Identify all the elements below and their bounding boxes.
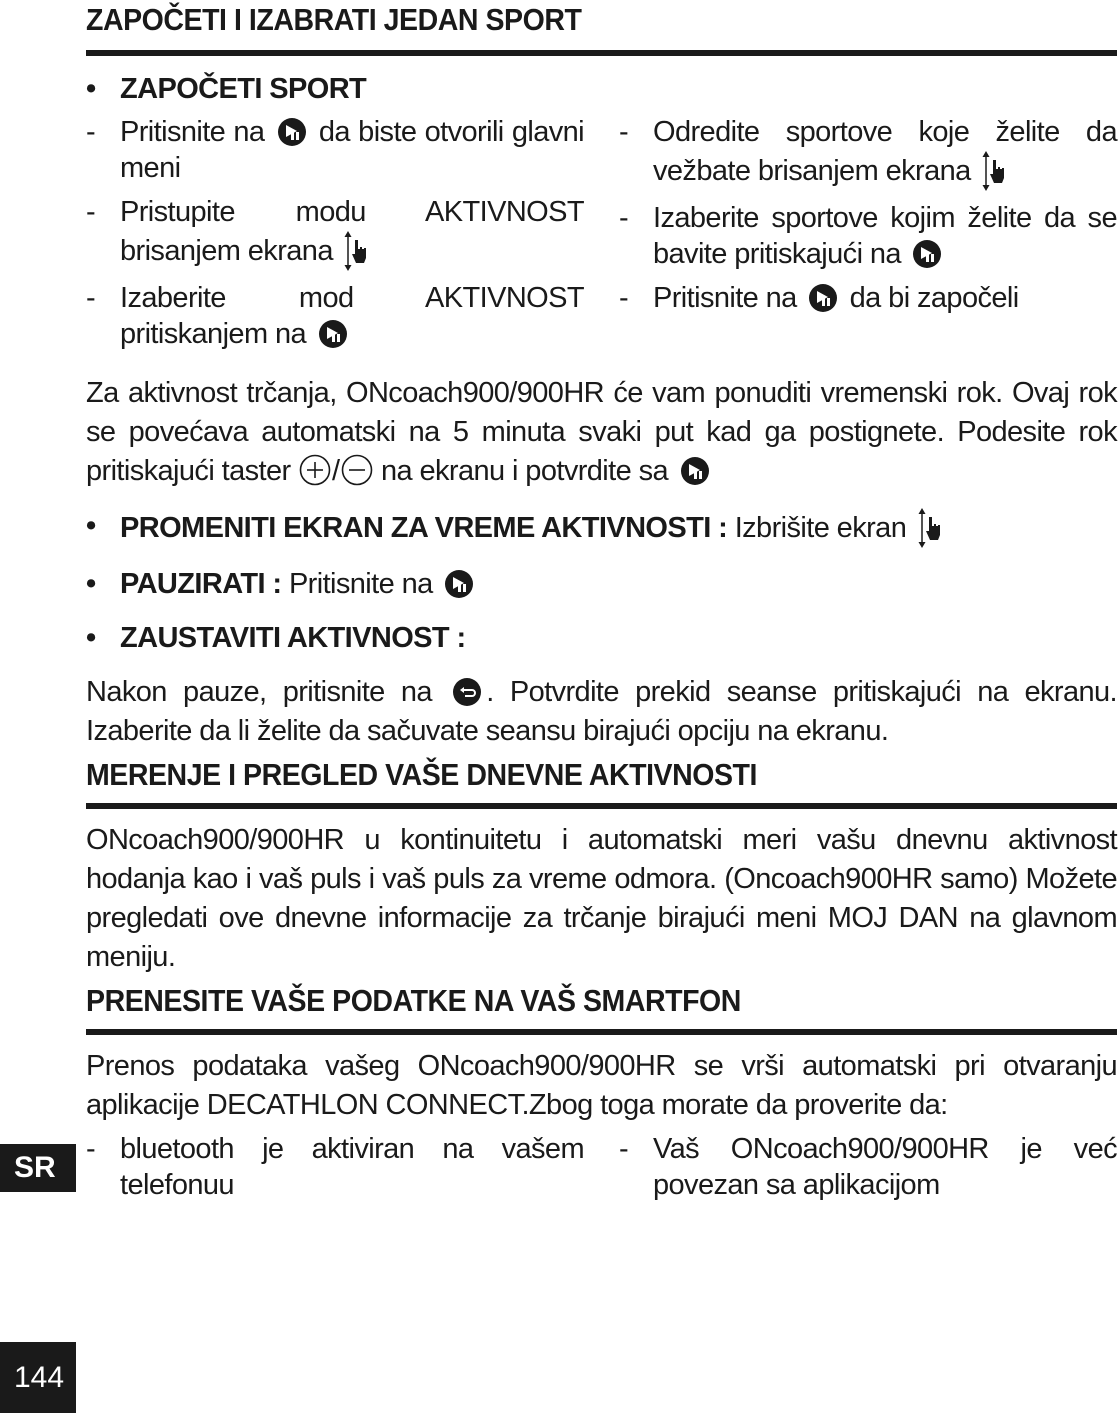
paragraph-text: Nakon pauze, pritisnite na — [86, 676, 432, 708]
language-tab: SR — [0, 1144, 76, 1192]
separator: / — [332, 455, 340, 487]
requirement-bluetooth: - bluetooth je aktiviran na vašem telefonuu — [86, 1131, 584, 1203]
step-pick-sport — [619, 200, 1117, 272]
play-button-icon — [912, 239, 942, 269]
paragraph-running-time — [86, 374, 1117, 491]
play-button-icon — [444, 569, 474, 599]
paragraph-text: Za aktivnost trčanja, ONcoach900/900HR će vam ponuditi vremenski rok. Ovaj rok se povećava automatski na 5 minuta svaki put kad ga postignete. Podesite rok pritiskajući taster — [86, 377, 1117, 487]
requirements-columns — [86, 1131, 1117, 1211]
back-button-icon — [452, 677, 482, 707]
paragraph-after-pause — [86, 673, 1117, 751]
title-rule — [86, 1029, 1117, 1035]
paragraph-text: . Potvrdite prekid seanse pritiskajući na ekranu. Izaberite da li želite da sačuvate seansu birajući opciju na ekranu. — [86, 676, 1117, 747]
step-text: Pristupite modu AKTIVNOST brisanjem ekrana — [120, 196, 584, 267]
swipe-vertical-icon — [982, 150, 1006, 192]
play-button-icon — [680, 456, 710, 486]
step-text: Izaberite mod AKTIVNOST pritiskanjem na — [120, 282, 584, 350]
play-button-icon — [808, 283, 838, 313]
page-number: 144 — [0, 1342, 76, 1413]
swipe-vertical-icon — [918, 507, 942, 549]
bullet-text: Pritisnite na — [288, 568, 433, 600]
play-button-icon — [318, 319, 348, 349]
play-button-icon — [277, 117, 307, 147]
step-access-activity — [86, 194, 584, 272]
step-text: Pritisnite na — [120, 116, 265, 148]
requirement-connected: - Vaš ONcoach900/900HR je već povezan sa aplikacijom — [619, 1131, 1117, 1203]
step-text: Izaberite sportove kojim želite da se bavite pritiskajući na — [653, 202, 1117, 270]
step-text: da bi započeli — [849, 282, 1019, 314]
requirements-right-column — [619, 1131, 1117, 1211]
section-title-daily-activity: MERENJE I PREGLED VAŠE DNEVNE AKTIVNOSTI — [86, 757, 757, 792]
step-begin — [619, 280, 1117, 316]
manual-page — [86, 0, 1117, 1211]
step-open-menu — [86, 114, 584, 186]
requirements-left-column — [86, 1131, 584, 1211]
steps-right-column — [619, 114, 1117, 360]
paragraph-text: na ekranu i potvrdite sa — [380, 455, 669, 487]
bullet-stop-activity — [86, 619, 1117, 657]
bullet-start-sport — [86, 70, 1117, 108]
step-text: Odredite sportove koje želite da vežbate brisanjem ekrana — [653, 116, 1117, 187]
bullet-text: Izbrišite ekran — [734, 512, 907, 544]
bullet-heading: PROMENITI EKRAN ZA VREME AKTIVNOSTI : — [120, 512, 728, 544]
step-choose-sports — [619, 114, 1117, 192]
paragraph-daily-activity: ONcoach900/900HR u kontinuitetu i automatski meri vašu dnevnu aktivnost hodanja kao i vaš puls i vaš puls za vreme odmora. (Oncoach900HR samo) Možete pregledati ove dnevne informacije za trčanje birajući meni MOJ DAN na glavnom meniju. — [86, 824, 1117, 973]
swipe-vertical-icon — [344, 230, 368, 272]
bullet-pause — [86, 565, 1117, 603]
plus-circle-icon — [299, 454, 331, 486]
minus-circle-icon — [341, 454, 373, 486]
step-text: da biste otvorili glavni meni — [120, 116, 585, 184]
bullet-heading: PAUZIRATI : — [120, 568, 282, 600]
paragraph-transfer-data: Prenos podataka vašeg ONcoach900/900HR se vrši automatski pri otvaranju aplikacije DECATHLON CONNECT.Zbog toga morate da proverite da: — [86, 1050, 1117, 1121]
bullet-change-screen — [86, 507, 1117, 549]
bullet-heading: ZAUSTAVITI AKTIVNOST : — [120, 622, 466, 654]
steps-columns — [86, 114, 1117, 360]
steps-left-column — [86, 114, 584, 360]
bullet-heading: ZAPOČETI SPORT — [120, 73, 367, 105]
title-rule — [86, 50, 1117, 56]
section-title-transfer-data: PRENESITE VAŠE PODATKE NA VAŠ SMARTFON — [86, 983, 741, 1018]
section-title-start-sport: ZAPOČETI I IZABRATI JEDAN SPORT — [86, 2, 582, 37]
step-select-activity — [86, 280, 584, 352]
step-text: Pritisnite na — [653, 282, 797, 314]
title-rule — [86, 803, 1117, 809]
